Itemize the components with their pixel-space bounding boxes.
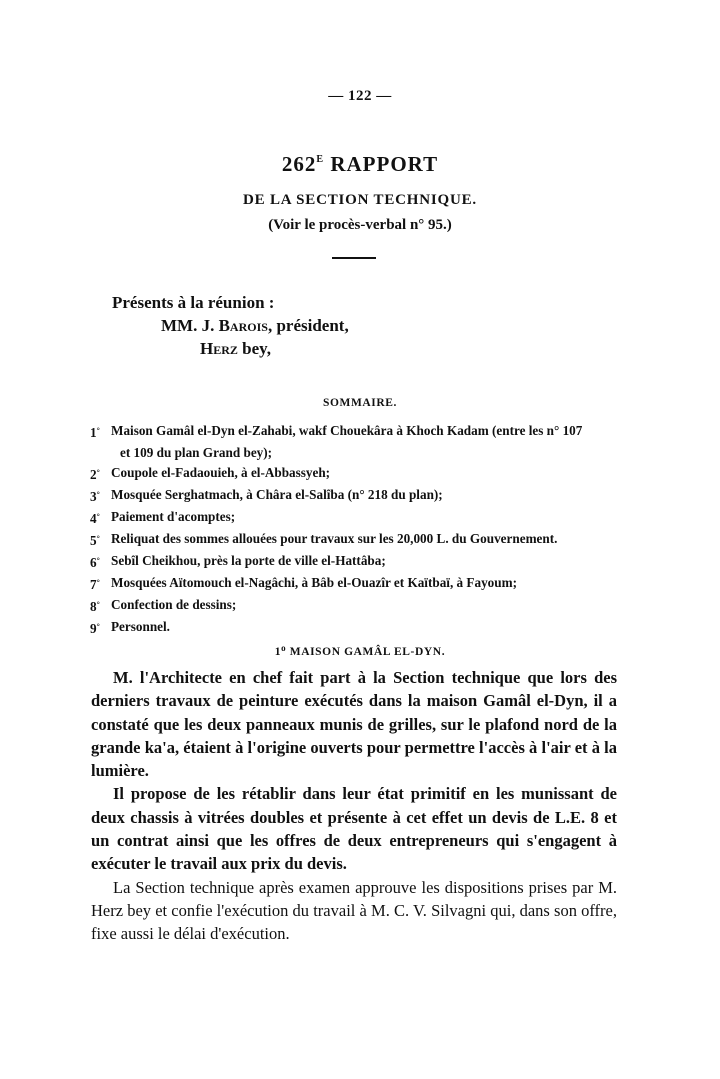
report-word: RAPPORT (324, 152, 439, 176)
summary-item-text: Mosquées Aïtomouch el-Nagâchi, à Bâb el-Ouazîr et Kaïtbaï, à Fayoum; (111, 575, 517, 590)
summary-item-number: 6° (90, 555, 100, 570)
summary-item-text: Maison Gamâl el-Dyn el-Zahabi, wakf Chouekâra à Khoch Kadam (entre les n° 107 (111, 423, 583, 438)
report-title (0, 152, 720, 177)
summary-item-number: 7° (90, 577, 100, 592)
summary-item-number: 8° (90, 599, 100, 614)
attendee-prefix: MM. J. (161, 316, 219, 335)
report-subtitle: DE LA SECTION TECHNIQUE. (243, 192, 477, 208)
summary-item-text: Coupole el-Fadaouieh, à el-Abbassyeh; (111, 465, 331, 480)
summary-heading: SOMMAIRE. (322, 397, 398, 409)
section-number: 1 (274, 646, 282, 658)
summary-item (90, 507, 630, 529)
section-title: MAISON GAMÂL EL-DYN. (286, 646, 446, 658)
summary-item-text: Confection de dessins; (111, 597, 237, 612)
section-heading (0, 643, 720, 658)
summary-item (90, 617, 630, 639)
attendee-name: Barois (218, 316, 268, 335)
summary-item (90, 595, 630, 617)
report-number: 262 (281, 152, 317, 176)
section-divider (332, 257, 376, 259)
summary-item-number: 5° (90, 533, 100, 548)
summary-item (90, 421, 630, 443)
attendee-member (200, 339, 271, 359)
summary-item (90, 463, 630, 485)
summary-item (90, 485, 630, 507)
attendee-role: , président, (267, 316, 349, 335)
attendee-name: Herz (200, 339, 238, 358)
minutes-reference: (Voir le procès-verbal n° 95.) (268, 217, 452, 233)
section-degree-mark: o (281, 643, 287, 653)
summary-item (90, 551, 630, 573)
report-number-suffix: E (316, 154, 325, 165)
summary-item (90, 529, 630, 551)
summary-item (90, 573, 630, 595)
summary-item-text: Paiement d'acomptes; (111, 509, 236, 524)
summary-item-text: Mosquée Serghatmach, à Châra el-Salîba (n° 218 du plan); (111, 487, 443, 502)
summary-item-number: 4° (90, 511, 100, 526)
summary-list (90, 421, 630, 639)
summary-item-number: 2° (90, 467, 100, 482)
summary-item-number: 9° (90, 621, 100, 636)
attendee-title: bey, (237, 339, 271, 358)
body-paragraph: M. l'Architecte en chef fait part à la Section technique que lors des derniers travaux de peinture exécutés dans la maison Gamâl el-Dyn, il a constaté que les deux panneaux munis de grilles, sur le plafond nord de la grande ka'a, étaient à l'origine ouverts pour permettre l'accès à l'air et à la lumière. (91, 668, 617, 781)
summary-item-text: Sebîl Cheikhou, près la porte de ville el-Hattâba; (111, 553, 386, 568)
summary-item-number: 3° (90, 489, 100, 504)
summary-item-continuation: et 109 du plan Grand bey); (120, 445, 273, 460)
page-number: — 122 — (328, 88, 392, 104)
summary-item-number: 1° (90, 425, 100, 440)
attendance-heading: Présents à la réunion : (112, 293, 275, 312)
summary-item-text: Personnel. (111, 619, 170, 634)
body-paragraph: Il propose de les rétablir dans leur état primitif en les munissant de deux chassis à vitrées doubles et présente à cet effet un devis de L.E. 8 et un contrat ainsi que les offres de deux entrepreneurs qui s'engagent à exécuter le travail aux prix du devis. (91, 784, 617, 874)
section-body (91, 666, 617, 946)
summary-item-text: Reliquat des sommes allouées pour travaux sur les 20,000 L. du Gouvernement. (111, 531, 558, 546)
body-paragraph: La Section technique après examen approuve les dispositions prises par M. Herz bey et confie l'exécution du travail à M. C. V. Silvagni qui, dans son offre, fixe aussi le délai d'exécution. (91, 877, 617, 944)
attendee-president (161, 316, 349, 336)
